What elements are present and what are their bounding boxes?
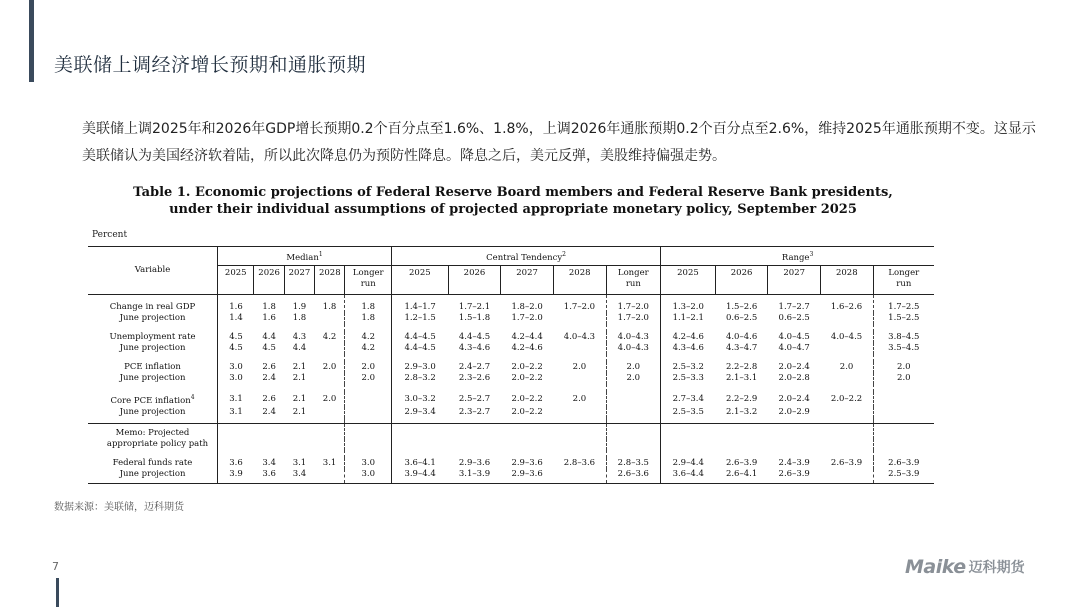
range-cell bbox=[821, 313, 874, 324]
range-cell: 2.1–3.1 bbox=[725, 372, 758, 383]
median-cell: 4.5 bbox=[262, 342, 276, 353]
median-cell: 1.4 bbox=[218, 313, 254, 324]
median-cell: 2.1 bbox=[292, 393, 307, 404]
row-label: Unemployment rate bbox=[109, 331, 196, 342]
table-row bbox=[88, 332, 934, 343]
table-row bbox=[88, 373, 934, 384]
range-cell: 4.0–4.5 bbox=[778, 331, 810, 342]
year-header: 2027 bbox=[284, 265, 314, 294]
ct-cell: 2.0 bbox=[606, 362, 661, 373]
memo-label: Memo: Projected bbox=[115, 428, 190, 439]
median-cell: 3.1 bbox=[218, 407, 254, 418]
ct-cell bbox=[553, 373, 606, 384]
median-cell: 2.4 bbox=[262, 406, 276, 417]
year-header: 2025 bbox=[392, 265, 449, 294]
median-cell bbox=[345, 407, 392, 418]
median-cell: 1.8 bbox=[345, 294, 392, 313]
median-cell: 4.3 bbox=[292, 331, 307, 342]
median-cell bbox=[315, 407, 345, 418]
range-group-header: Range$^3$ bbox=[661, 247, 934, 266]
median-cell: 1.9 bbox=[292, 301, 307, 312]
range-cell: 1.3–2.0 bbox=[661, 294, 716, 313]
ct-cell: 2.0 bbox=[572, 393, 587, 404]
row-label: PCE inflation bbox=[124, 361, 181, 372]
ct-cell: 3.6–4.1 bbox=[392, 458, 449, 469]
row-label: Change in real GDP bbox=[109, 301, 196, 312]
longer-run-header: Longer run bbox=[606, 265, 661, 294]
range-cell: 2.0–2.4 bbox=[778, 393, 810, 404]
range-cell: 3.8–4.5 bbox=[873, 332, 934, 343]
median-cell: 3.4 bbox=[284, 469, 314, 484]
memo-row bbox=[88, 439, 934, 450]
year-header: 2027 bbox=[501, 265, 554, 294]
memo-label: appropriate policy path bbox=[106, 439, 209, 450]
range-cell: 3.6–4.4 bbox=[661, 469, 716, 484]
ct-cell: 1.4–1.7 bbox=[392, 294, 449, 313]
range-cell: 1.5–2.5 bbox=[873, 313, 934, 324]
range-cell: 2.5–3.3 bbox=[661, 373, 716, 384]
ct-cell: 2.9–3.6 bbox=[511, 458, 543, 469]
median-cell bbox=[315, 313, 345, 324]
year-header: 2026 bbox=[715, 265, 768, 294]
median-cell: 3.0 bbox=[218, 373, 254, 384]
ct-cell: 4.4–4.5 bbox=[392, 343, 449, 354]
memo-row bbox=[88, 424, 934, 440]
range-cell: 4.2–4.6 bbox=[661, 332, 716, 343]
range-cell: 2.2–2.9 bbox=[725, 393, 758, 404]
logo-mark: Maike bbox=[905, 556, 966, 578]
ct-cell: 2.8–3.2 bbox=[392, 373, 449, 384]
ct-cell: 4.0–4.3 bbox=[606, 343, 661, 354]
range-cell: 2.1–3.2 bbox=[725, 406, 758, 417]
ct-cell bbox=[553, 469, 606, 484]
median-cell: 2.1 bbox=[292, 361, 307, 372]
row-label: June projection bbox=[119, 372, 186, 383]
median-cell: 1.6 bbox=[218, 294, 254, 313]
ct-cell: 1.7–2.0 bbox=[606, 313, 661, 324]
range-cell: 2.6–3.9 bbox=[830, 458, 863, 469]
range-cell: 2.9–4.4 bbox=[661, 458, 716, 469]
ct-cell: 2.4–2.7 bbox=[458, 361, 491, 372]
median-cell: 3.1 bbox=[292, 458, 307, 469]
row-label: June projection bbox=[119, 342, 186, 353]
range-cell: 1.1–2.1 bbox=[661, 313, 716, 324]
range-cell: 2.0 bbox=[873, 362, 934, 373]
range-cell bbox=[873, 392, 934, 407]
table-row bbox=[88, 469, 934, 484]
ct-cell: 1.7–2.1 bbox=[458, 301, 491, 312]
median-cell bbox=[315, 343, 345, 354]
range-cell: 2.5–3.9 bbox=[873, 469, 934, 484]
row-label: June projection bbox=[119, 312, 186, 323]
year-header: 2026 bbox=[254, 265, 284, 294]
year-header: 2025 bbox=[218, 265, 254, 294]
table-row bbox=[88, 343, 934, 354]
ct-cell: 4.4–4.5 bbox=[392, 332, 449, 343]
median-cell: 1.8 bbox=[292, 312, 307, 323]
range-cell: 2.7–3.4 bbox=[661, 392, 716, 407]
median-cell bbox=[345, 392, 392, 407]
ct-cell: 2.9–3.4 bbox=[392, 407, 449, 418]
range-cell bbox=[821, 343, 874, 354]
median-cell: 2.1 bbox=[292, 372, 307, 383]
range-cell: 1.7–2.5 bbox=[873, 294, 934, 313]
median-cell: 4.2 bbox=[345, 332, 392, 343]
table-row bbox=[88, 407, 934, 418]
ct-cell: 2.6–3.6 bbox=[606, 469, 661, 484]
table-row bbox=[88, 294, 934, 313]
table-title bbox=[88, 184, 938, 218]
range-cell bbox=[821, 407, 874, 418]
footer-accent-bar bbox=[56, 578, 59, 607]
ct-cell: 2.3–2.6 bbox=[458, 372, 491, 383]
range-cell: 1.5–2.6 bbox=[725, 301, 758, 312]
median-cell: 1.8 bbox=[322, 301, 337, 312]
variable-header: Variable bbox=[88, 247, 218, 295]
ct-cell: 1.5–1.8 bbox=[458, 312, 491, 323]
range-cell: 4.3–4.6 bbox=[661, 343, 716, 354]
median-cell: 4.5 bbox=[218, 332, 254, 343]
median-cell: 3.0 bbox=[218, 362, 254, 373]
median-cell: 3.0 bbox=[345, 458, 392, 469]
median-cell bbox=[315, 469, 345, 484]
median-cell bbox=[315, 373, 345, 384]
range-cell: 2.0 bbox=[873, 373, 934, 384]
year-header: 2028 bbox=[553, 265, 606, 294]
range-cell: 2.0–2.8 bbox=[778, 372, 810, 383]
ct-cell: 1.7–2.0 bbox=[511, 312, 543, 323]
source-note: 数据来源：美联储，迈科期货 bbox=[54, 502, 184, 513]
median-cell: 3.6 bbox=[218, 458, 254, 469]
median-cell: 2.0 bbox=[345, 362, 392, 373]
ct-cell: 2.0–2.2 bbox=[511, 406, 543, 417]
range-cell: 2.6–3.9 bbox=[873, 458, 934, 469]
ct-cell: 4.0–4.3 bbox=[563, 331, 596, 342]
page-number: 7 bbox=[52, 560, 59, 573]
median-cell: 1.8 bbox=[262, 301, 276, 312]
ct-cell bbox=[606, 407, 661, 418]
range-cell: 2.6–3.9 bbox=[768, 469, 821, 484]
range-cell: 3.5–4.5 bbox=[873, 343, 934, 354]
range-cell: 2.5–3.5 bbox=[661, 407, 716, 418]
ct-cell: 4.3–4.6 bbox=[458, 342, 491, 353]
projection-table-figure bbox=[88, 184, 938, 484]
median-cell: 4.5 bbox=[218, 343, 254, 354]
ct-cell: 1.7–2.0 bbox=[563, 301, 596, 312]
range-cell: 2.5–3.2 bbox=[661, 362, 716, 373]
ct-cell: 1.8–2.0 bbox=[511, 301, 543, 312]
table-row bbox=[88, 458, 934, 469]
ct-cell: 1.7–2.0 bbox=[606, 294, 661, 313]
ct-cell bbox=[606, 392, 661, 407]
range-cell: 4.3–4.7 bbox=[725, 342, 758, 353]
ct-cell: 2.9–3.6 bbox=[458, 458, 491, 469]
range-cell: 2.2–2.8 bbox=[725, 361, 758, 372]
row-label: June projection bbox=[88, 469, 218, 484]
ct-cell: 2.0–2.2 bbox=[511, 361, 543, 372]
range-cell: 4.0–4.5 bbox=[830, 331, 863, 342]
median-cell: 3.6 bbox=[254, 469, 284, 484]
range-cell: 2.0–2.4 bbox=[778, 361, 810, 372]
slide-title: 美联储上调经济增长预期和通胀预期 bbox=[54, 54, 367, 76]
median-cell: 2.1 bbox=[292, 406, 307, 417]
median-cell: 3.1 bbox=[218, 392, 254, 407]
table-row bbox=[88, 313, 934, 324]
ct-cell: 2.0 bbox=[572, 361, 587, 372]
title-accent-bar bbox=[29, 0, 34, 82]
range-cell bbox=[821, 469, 874, 484]
ct-cell: 3.9–4.4 bbox=[392, 469, 449, 484]
ct-cell: 2.9–3.6 bbox=[501, 469, 554, 484]
company-logo bbox=[905, 556, 1025, 578]
year-header: 2027 bbox=[768, 265, 821, 294]
median-cell: 2.0 bbox=[322, 393, 337, 404]
range-cell: 4.0–4.7 bbox=[778, 342, 810, 353]
year-header: 2028 bbox=[821, 265, 874, 294]
ct-cell: 2.0 bbox=[606, 373, 661, 384]
median-cell: 4.4 bbox=[292, 342, 307, 353]
ct-cell: 4.4–4.5 bbox=[458, 331, 491, 342]
median-cell: 1.6 bbox=[262, 312, 276, 323]
ct-cell: 2.5–2.7 bbox=[458, 393, 491, 404]
ct-cell: 1.2–1.5 bbox=[392, 313, 449, 324]
median-cell: 2.4 bbox=[262, 372, 276, 383]
ct-cell: 4.0–4.3 bbox=[606, 332, 661, 343]
ct-cell bbox=[553, 407, 606, 418]
year-header: 2026 bbox=[448, 265, 501, 294]
range-cell: 1.6–2.6 bbox=[830, 301, 863, 312]
median-cell: 4.4 bbox=[262, 331, 276, 342]
summary-paragraph: 美联储上调2025年和2026年GDP增长预期0.2个百分点至1.6%、1.8%，上调2026年通胀预期0.2个百分点至2.6%，维持2025年通胀预期不变。这显示美联储认为美国经济软着陆，所以此次降息仍为预防性降息。降息之后，美元反弹，美股维持偏强走势。 bbox=[82, 121, 1036, 164]
logo-text: 迈科期货 bbox=[968, 560, 1025, 576]
ct-cell: 4.2–4.4 bbox=[511, 331, 543, 342]
range-cell bbox=[873, 407, 934, 418]
ct-cell: 3.1–3.9 bbox=[448, 469, 501, 484]
table-title-line-2: under their individual assumptions of projected appropriate monetary policy, September 2025 bbox=[169, 202, 857, 217]
ct-cell bbox=[553, 313, 606, 324]
ct-cell bbox=[553, 343, 606, 354]
central-tendency-group-header: Central Tendency$^2$ bbox=[392, 247, 661, 266]
row-label: June projection bbox=[119, 406, 186, 417]
ct-cell: 2.0–2.2 bbox=[511, 372, 543, 383]
ct-cell: 2.3–2.7 bbox=[458, 406, 491, 417]
range-cell: 4.0–4.6 bbox=[725, 331, 758, 342]
year-header: 2028 bbox=[315, 265, 345, 294]
year-header: 2025 bbox=[661, 265, 716, 294]
median-cell: 4.2 bbox=[322, 331, 337, 342]
longer-run-header: Longer run bbox=[345, 265, 392, 294]
median-cell: 2.6 bbox=[262, 393, 276, 404]
ct-cell: 2.9–3.0 bbox=[392, 362, 449, 373]
row-label: Federal funds rate bbox=[112, 458, 193, 469]
ct-cell: 4.2–4.6 bbox=[511, 342, 543, 353]
ct-cell: 3.0–3.2 bbox=[392, 392, 449, 407]
range-cell: 0.6–2.5 bbox=[725, 312, 758, 323]
range-cell: 2.4–3.9 bbox=[778, 458, 810, 469]
range-cell: 2.6–4.1 bbox=[715, 469, 768, 484]
ct-cell: 2.0–2.2 bbox=[511, 393, 543, 404]
range-cell: 2.6–3.9 bbox=[725, 458, 758, 469]
median-cell: 2.6 bbox=[262, 361, 276, 372]
median-cell: 4.2 bbox=[345, 343, 392, 354]
table-row bbox=[88, 362, 934, 373]
table-row bbox=[88, 392, 934, 407]
median-cell: 2.0 bbox=[322, 361, 337, 372]
longer-run-header: Longer run bbox=[873, 265, 934, 294]
row-label: Core PCE inflation$^4$ bbox=[110, 393, 195, 406]
median-cell: 2.0 bbox=[345, 373, 392, 384]
projection-table bbox=[88, 246, 934, 484]
ct-cell: 2.8–3.5 bbox=[606, 458, 661, 469]
median-cell: 3.4 bbox=[262, 458, 276, 469]
range-cell: 2.0–2.2 bbox=[830, 393, 863, 404]
range-cell: 2.0 bbox=[839, 361, 854, 372]
range-cell: 0.6–2.5 bbox=[778, 312, 810, 323]
table-unit: Percent bbox=[92, 230, 128, 240]
ct-cell: 2.8–3.6 bbox=[563, 458, 596, 469]
median-cell: 3.1 bbox=[322, 458, 337, 469]
table-title-line-1: Table 1. Economic projections of Federal Reserve Board members and Federal Reserve Bank presidents, bbox=[133, 185, 893, 200]
median-group-header: Median$^1$ bbox=[218, 247, 392, 266]
median-cell: 3.9 bbox=[218, 469, 254, 484]
range-cell: 2.0–2.9 bbox=[778, 406, 810, 417]
range-cell: 1.7–2.7 bbox=[778, 301, 810, 312]
median-cell: 3.0 bbox=[345, 469, 392, 484]
range-cell bbox=[821, 373, 874, 384]
median-cell: 1.8 bbox=[345, 313, 392, 324]
